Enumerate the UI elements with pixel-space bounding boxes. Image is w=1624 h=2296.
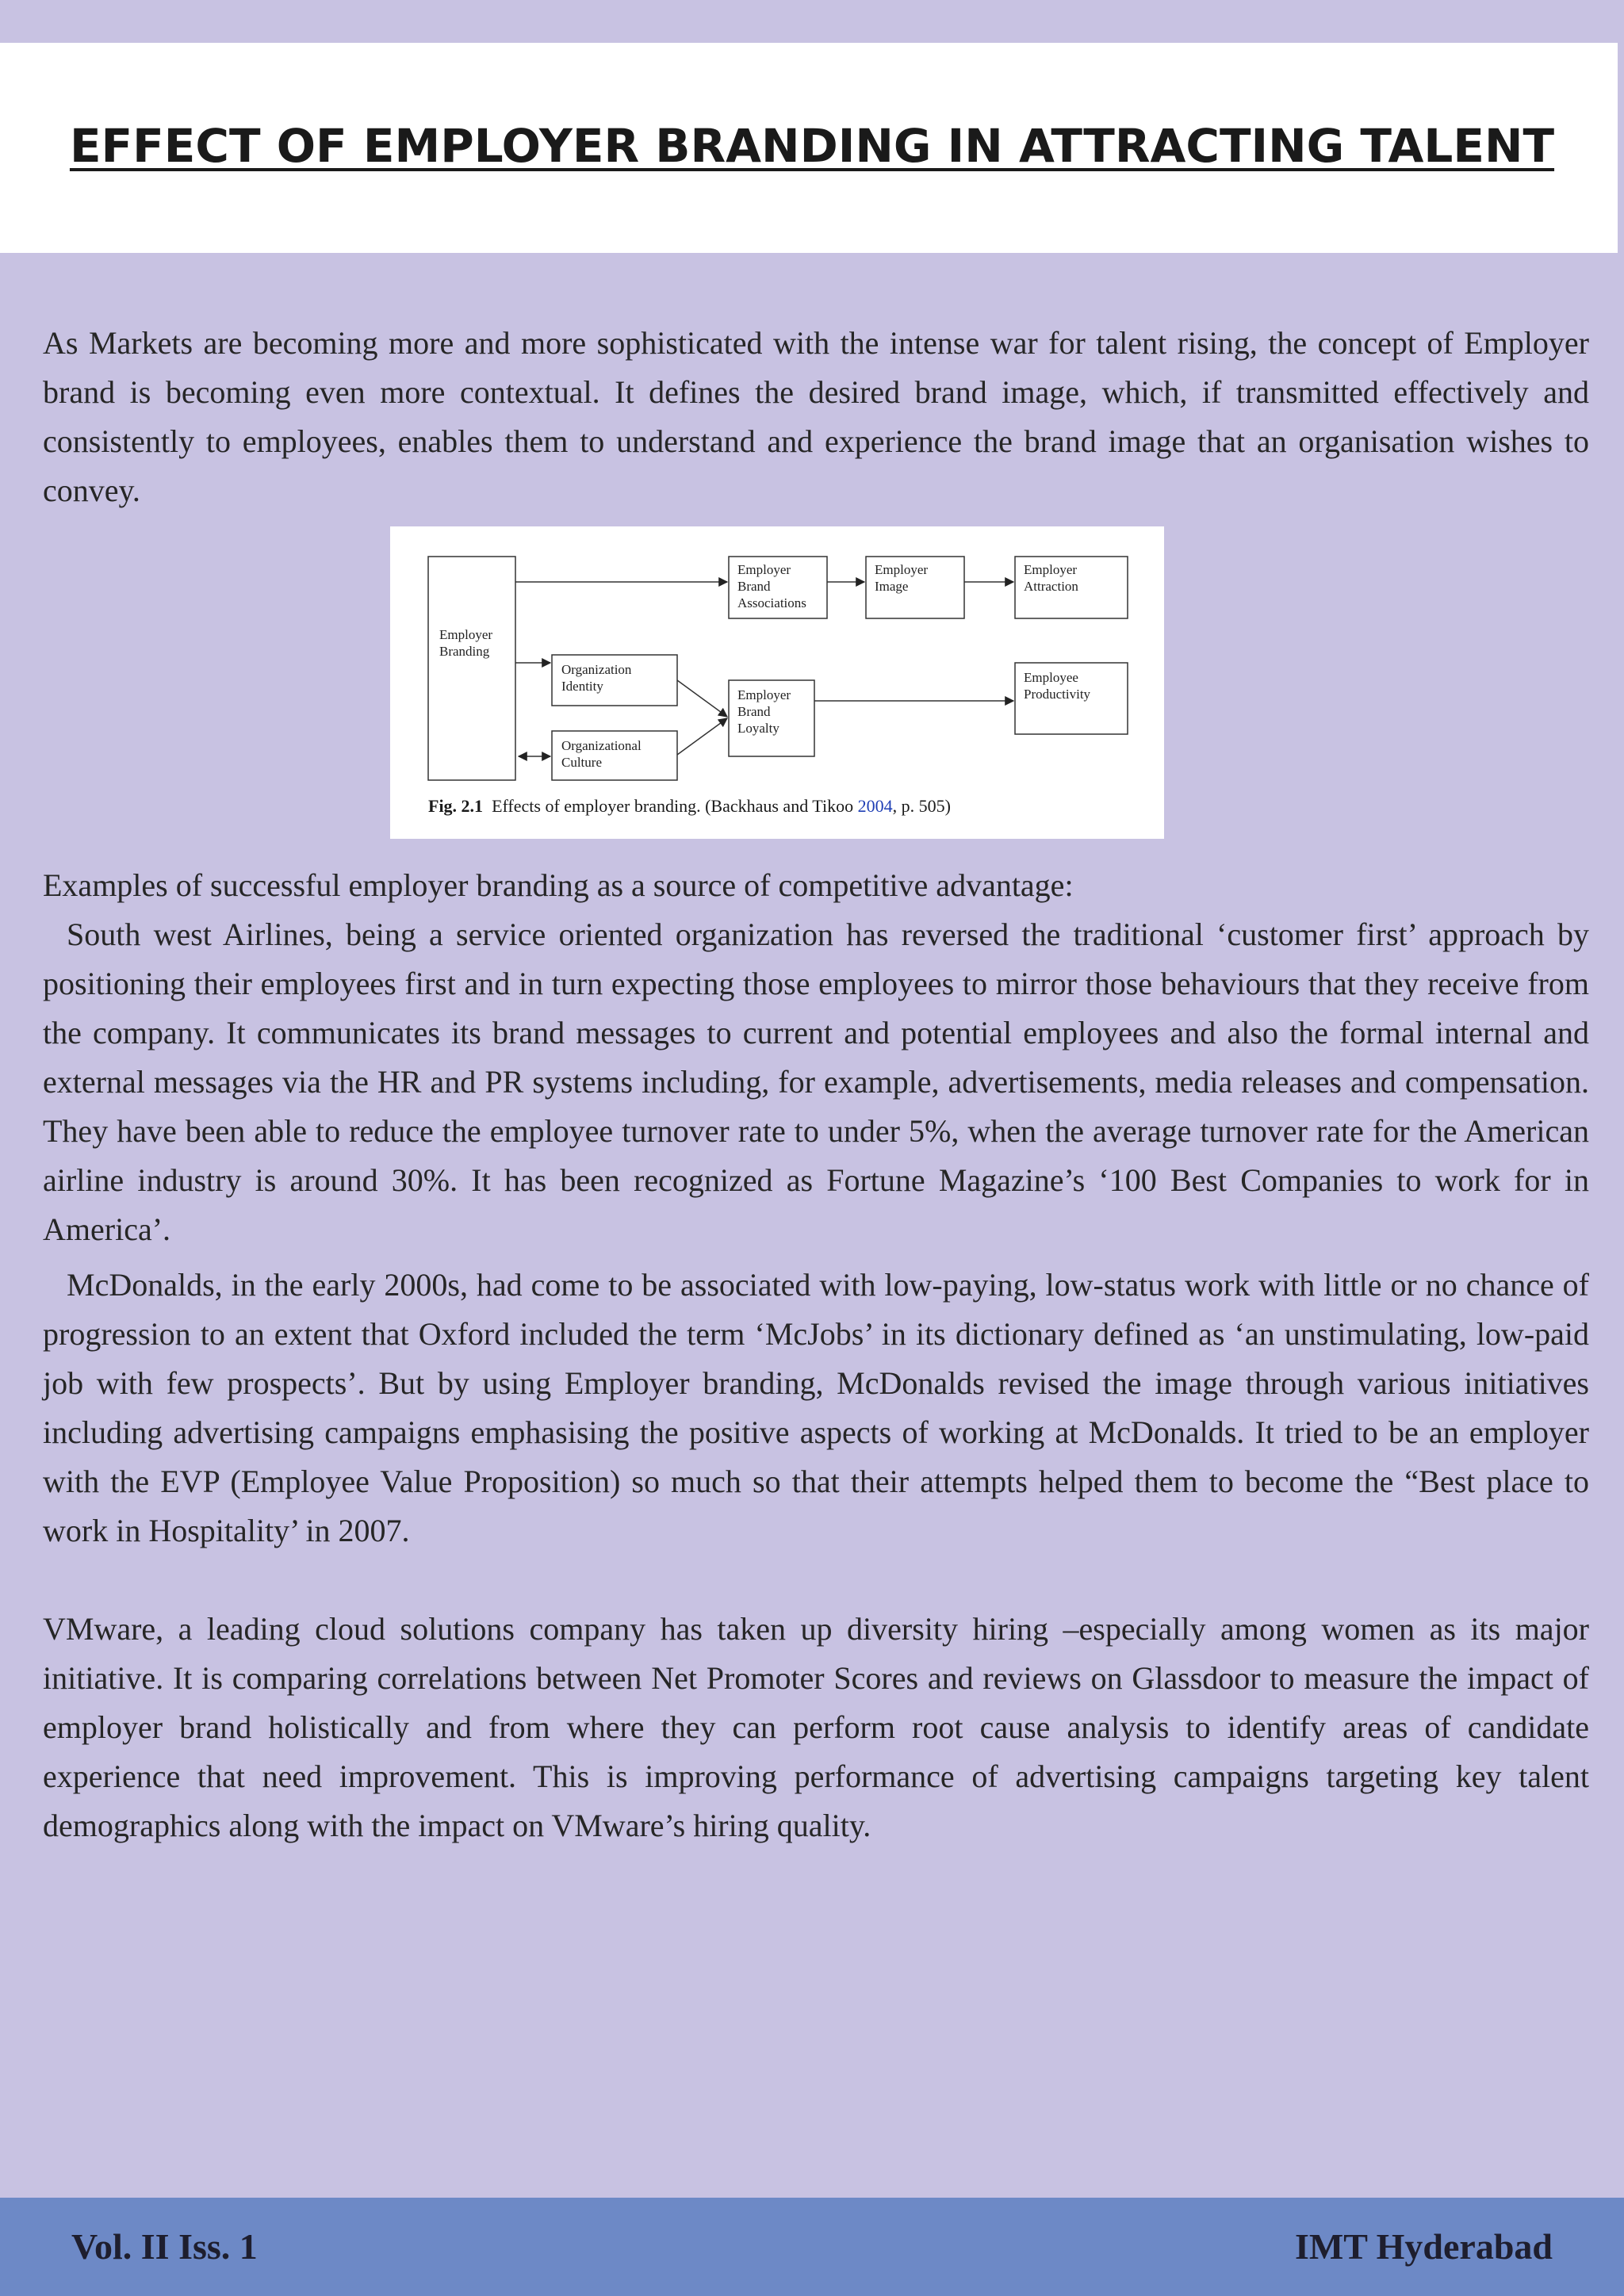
figure-caption-label: Fig. 2.1 — [428, 796, 484, 816]
diagram-label-employee-productivity: Productivity — [1024, 687, 1091, 702]
vmware-section — [43, 1605, 1589, 1850]
page-title: EFFECT OF EMPLOYER BRANDING IN ATTRACTING TALENT — [69, 119, 1555, 173]
box-employer-branding — [428, 557, 515, 780]
diagram-label-organizational-culture: Organizational — [561, 738, 642, 753]
employer-branding-diagram — [390, 526, 1164, 788]
footer-band — [0, 2198, 1624, 2296]
diagram-label-organizational-culture: Culture — [561, 755, 602, 770]
mcdonalds-paragraph: McDonalds, in the early 2000s, had come to be associated with low-paying, low-status work with little or no chance of progression to an extent that Oxford included the term ‘McJobs’ in its dictionary defined as ‘an unstimulating, low-paid job with few prospects’. But by using Employer branding, McDonalds revised the image through various initiatives including advertising campaigns emphasising the positive aspects of working at McDonalds. It tried to be an employer with the EVP (Employee Value Proposition) so much so that their attempts helped them to become the “Best place to work in Hospitality’ in 2007. — [43, 1267, 1589, 1548]
intro-text: As Markets are becoming more and more sophisticated with the intense war for talent rising, the concept of Employer brand is becoming even more contextual. It defines the desired brand image, which, if transmitted effectively and consistently to employees, enables them to understand and experience the brand image that an organisation wishes to convey. — [43, 325, 1589, 508]
diagram-label-brand-associations: Associations — [737, 595, 806, 610]
southwest-paragraph: South west Airlines, being a service oriented organization has reversed the traditional ‘customer first’ approach by positioning their employees first and in turn expecting those employees to mirror those behaviours that they receive from the company. It communicates its brand messages to current and potential employees and also the formal internal and external messages via the HR and PR systems including, for example, advertisements, media releases and compensation. They have been able to reduce the employee turnover rate to under 5%, when the average turnover rate for the American airline industry is around 30%. It has been recognized as Fortune Magazine’s ‘100 Best Companies to work for in America’. — [43, 916, 1589, 1247]
diagram-label-employer-image: Employer — [875, 562, 929, 577]
footer-publisher: IMT Hyderabad — [1294, 2226, 1553, 2267]
arrow-culture-to-loyalty — [677, 718, 727, 755]
figure-caption-year[interactable]: 2004 — [857, 796, 893, 816]
figure-caption — [428, 796, 951, 817]
diagram-label-brand-associations: Brand — [737, 579, 771, 594]
diagram-label-employer-attraction: Employer — [1024, 562, 1078, 577]
arrow-identity-to-loyalty — [677, 680, 727, 717]
diagram-label-brand-loyalty: Loyalty — [737, 721, 779, 736]
examples-section — [43, 861, 1589, 1254]
employer-branding-figure — [390, 526, 1164, 839]
diagram-label-brand-loyalty: Brand — [737, 704, 771, 719]
diagram-label-brand-associations: Employer — [737, 562, 791, 577]
diagram-label-employer-image: Image — [875, 579, 909, 594]
diagram-label-organization-identity: Organization — [561, 662, 632, 677]
figure-caption-tail: , p. 505) — [892, 796, 951, 816]
diagram-label-employee-productivity: Employee — [1024, 670, 1078, 685]
diagram-label-brand-loyalty: Employer — [737, 687, 791, 702]
intro-paragraph — [43, 319, 1589, 515]
diagram-label-employer-branding: Branding — [439, 644, 490, 659]
diagram-label-organization-identity: Identity — [561, 679, 603, 694]
footer-volume: Vol. II Iss. 1 — [71, 2226, 258, 2267]
mcdonalds-section — [43, 1261, 1589, 1556]
vmware-paragraph: VMware, a leading cloud solutions company has taken up diversity hiring –especially among women as its major initiative. It is comparing correlations between Net Promoter Scores and reviews on Glassdoor to measure the impact of employer brand holistically and from where they can perform root cause analysis to identify areas of candidate experience that need improvement. This is improving performance of advertising campaigns targeting key talent demographics along with the impact on VMware’s hiring quality. — [43, 1611, 1589, 1843]
diagram-label-employer-attraction: Attraction — [1024, 579, 1078, 594]
figure-caption-text: Effects of employer branding. (Backhaus and Tikoo — [492, 796, 858, 816]
examples-heading: Examples of successful employer branding as a source of competitive advantage: — [43, 867, 1074, 903]
diagram-label-employer-branding: Employer — [439, 627, 493, 642]
